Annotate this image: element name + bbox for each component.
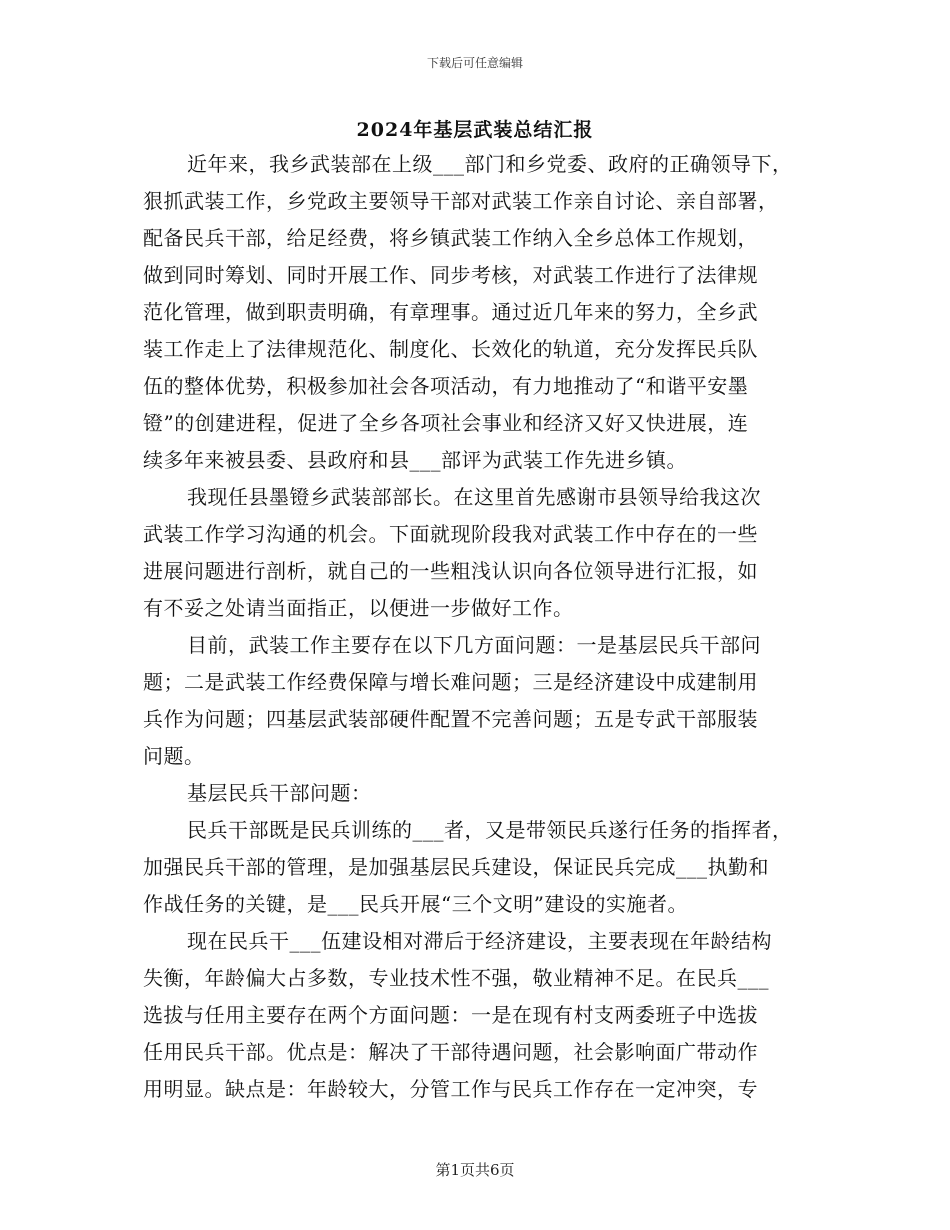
body-text-line: 加强民兵干部的管理，是加强基层民兵建设，保证民兵完成___执勤和 (143, 855, 769, 879)
body-text-line: 续多年来被县委、县政府和县___部评为武装工作先进乡镇。 (143, 448, 687, 472)
body-text-line: 伍的整体优势，积极参加社会各项活动，有力地推动了“和谐平安墨 (143, 374, 749, 398)
body-text-line: 选拔与任用主要存在两个方面问题：一是在现有村支两委班子中选拔 (143, 1003, 758, 1027)
body-text-line: 作战任务的关键，是___民兵开展“三个文明”建设的实施者。 (143, 892, 688, 916)
body-text-line: 失衡，年龄偏大占多数，专业技术性不强，敬业精神不足。在民兵___ (143, 966, 769, 990)
body-text-line: 基层民兵干部问题： (187, 781, 372, 805)
page-header-note: 下载后可任意编辑 (426, 56, 523, 70)
body-text-line: 进展问题进行剖析，就自己的一些粗浅认识向各位领导进行汇报，如 (143, 559, 758, 583)
body-text-line: 狠抓武装工作，乡党政主要领导干部对武装工作亲自讨论、亲自部署， (143, 189, 779, 213)
body-text-line: 用明显。缺点是：年龄较大，分管工作与民兵工作存在一定冲突，专 (143, 1077, 758, 1101)
body-text-line: 问题。 (143, 744, 205, 768)
page-number: 第1页共6页 (435, 1161, 515, 1179)
body-text-line: 武装工作学习沟通的机会。下面就现阶段我对武装工作中存在的一些 (143, 522, 758, 546)
document-title: 2024年基层武装总结汇报 (356, 119, 594, 141)
document-body (143, 150, 807, 1112)
body-text-line: 我现任县墨镫乡武装部部长。在这里首先感谢市县领导给我这次 (187, 485, 761, 509)
body-text-line: 做到同时筹划、同时开展工作、同步考核，对武装工作进行了法律规 (143, 263, 758, 287)
body-text-line: 范化管理，做到职责明确，有章理事。通过近几年来的努力，全乡武 (143, 300, 758, 324)
body-text-line: 目前，武装工作主要存在以下几方面问题：一是基层民兵干部问 (187, 633, 761, 657)
body-text-line: 兵作为问题；四基层武装部硬件配置不完善问题；五是专武干部服装 (143, 707, 758, 731)
body-text-line: 有不妥之处请当面指正，以便进一步做好工作。 (143, 596, 574, 620)
body-text-line: 装工作走上了法律规范化、制度化、长效化的轨道，充分发挥民兵队 (143, 337, 758, 361)
body-text-line: 镫”的创建进程，促进了全乡各项社会事业和经济又好又快进展，连 (143, 411, 749, 435)
body-text-line: 配备民兵干部，给足经费，将乡镇武装工作纳入全乡总体工作规划， (143, 226, 758, 250)
body-text-line: 民兵干部既是民兵训练的___者，又是带领民兵遂行任务的指挥者， (187, 818, 793, 842)
body-text-line: 现在民兵干___伍建设相对滞后于经济建设，主要表现在年龄结构 (187, 929, 772, 953)
body-text-line: 任用民兵干部。优点是：解决了干部待遇问题，社会影响面广带动作 (143, 1040, 758, 1064)
body-text-line: 近年来，我乡武装部在上级___部门和乡党委、政府的正确领导下， (187, 152, 793, 176)
body-text-line: 题；二是武装工作经费保障与增长难问题；三是经济建设中成建制用 (143, 670, 758, 694)
